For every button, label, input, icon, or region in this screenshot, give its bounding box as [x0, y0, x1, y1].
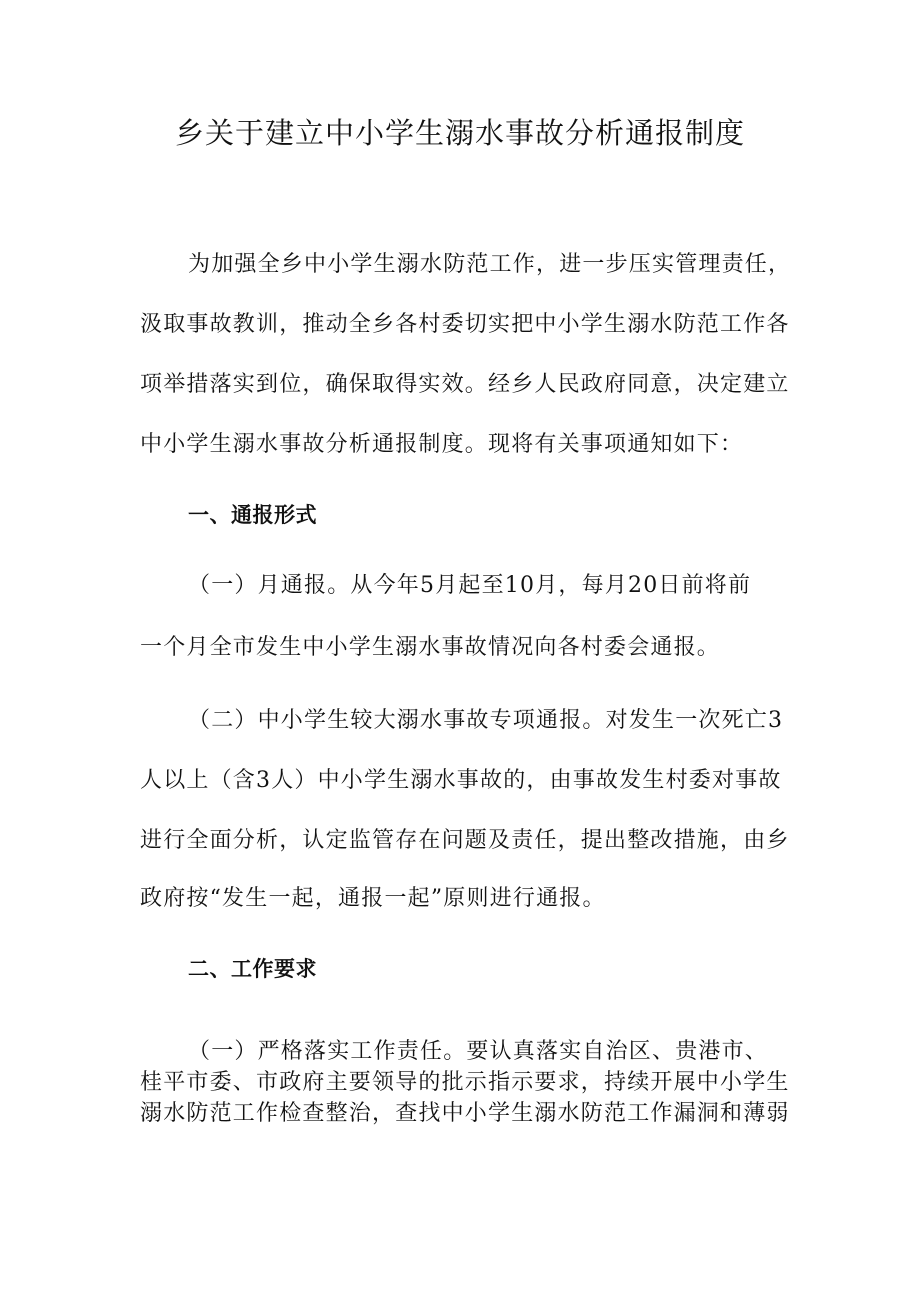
section1-item1-line-1: （一）月通报。从今年5月起至10月，每月20日前将前 — [188, 573, 752, 598]
intro-line-3: 项举措落实到位，确保取得实效。经乡人民政府同意，决定建立 — [140, 372, 790, 397]
section1-item2-line-1: （二）中小学生较大溺水事故专项通报。对发生一次死亡3 — [188, 708, 784, 733]
section1-item2-line-3: 进行全面分析，认定监管存在问题及责任，提出整改措施，由乡 — [140, 828, 790, 853]
document-title: 乡关于建立中小学生溺水事故分析通报制度 — [174, 116, 745, 150]
section2-item1-line-2: 桂平市委、市政府主要领导的批示指示要求，持续开展中小学生 — [140, 1070, 790, 1095]
section2-item1-line-1: （一）严格落实工作责任。要认真落实自治区、贵港市、 — [188, 1039, 769, 1064]
section-heading-1: 一、通报形式 — [188, 503, 317, 527]
section1-item2-line-4: 政府按“发生一起，通报一起”原则进行通报。 — [140, 886, 606, 911]
section1-item2-line-2: 人以上（含3人）中小学生溺水事故的，由事故发生村委对事故 — [140, 768, 782, 793]
intro-line-2: 汲取事故教训，推动全乡各村委切实把中小学生溺水防范工作各 — [140, 312, 790, 337]
intro-line-4: 中小学生溺水事故分析通报制度。现将有关事项通知如下： — [140, 432, 744, 457]
section-heading-2: 二、工作要求 — [188, 957, 317, 981]
section1-item1-line-2: 一个月全市发生中小学生溺水事故情况向各村委会通报。 — [140, 635, 721, 660]
intro-line-1: 为加强全乡中小学生溺水防范工作，进一步压实管理责任， — [188, 252, 792, 277]
section2-item1-line-3: 溺水防范工作检查整治，查找中小学生溺水防范工作漏洞和薄弱 — [140, 1101, 790, 1126]
